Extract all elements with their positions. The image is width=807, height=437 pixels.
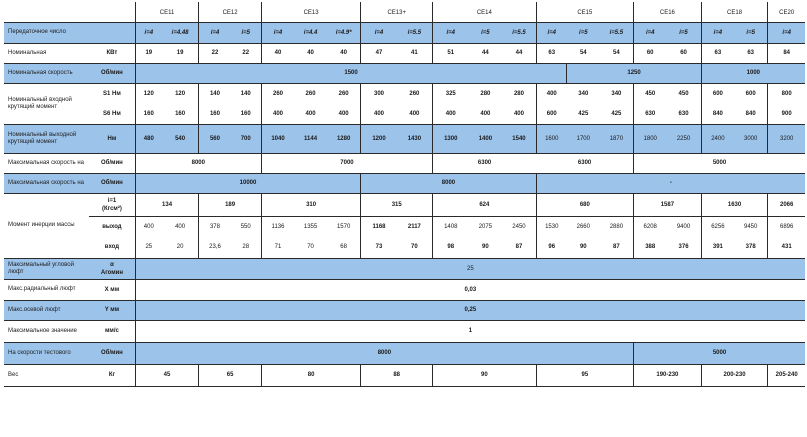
cell: 400: [305, 111, 316, 118]
input-torque-s1-row: [4, 83, 805, 105]
unit-cell: мм/с: [104, 328, 119, 334]
row-label: На скорости тестового: [4, 342, 89, 364]
cell: 205-240: [768, 364, 805, 386]
cell: 140: [240, 91, 251, 98]
cell: i=4.4: [294, 22, 327, 43]
cell: 2450: [512, 223, 526, 230]
cell: 40: [307, 50, 314, 56]
model-header: CE18: [701, 2, 768, 22]
cell: 400: [536, 83, 567, 105]
cell: 8000: [361, 173, 536, 193]
model-header: CE13: [261, 2, 360, 22]
cell: 1870: [600, 124, 634, 153]
unit-cell: Об/мин: [89, 63, 135, 83]
cell: 25: [135, 237, 162, 258]
model-header: CE14: [433, 2, 537, 22]
row-label: Максимальная скорость на: [8, 159, 84, 166]
cell: 10000: [135, 173, 361, 193]
cell: 550: [240, 223, 251, 230]
cell: 400: [135, 216, 162, 237]
cell: 388: [634, 237, 667, 258]
cell: i=5: [567, 22, 600, 43]
cell: 87: [613, 244, 620, 251]
cell: 2880: [609, 223, 624, 230]
test-speed-row: [4, 342, 805, 364]
row-label: Макс.радиальный люфт: [8, 286, 76, 292]
cell: 28: [242, 244, 250, 251]
cell: i=4: [199, 22, 231, 43]
inertia-input-row: [4, 237, 805, 258]
cell: 95: [536, 364, 633, 386]
cell: 6208: [634, 216, 667, 237]
cell: 7000: [261, 153, 432, 173]
cell: 60: [634, 43, 667, 63]
unit-cell: Y мм: [89, 300, 135, 320]
cell: 1400: [468, 124, 502, 153]
unit-cell: Об/мин: [101, 160, 123, 166]
cell: 400: [480, 111, 491, 118]
cell: 2066: [768, 193, 805, 216]
model-header: CE11: [135, 2, 199, 22]
cell: 0,03: [135, 279, 805, 300]
cell: 200-230: [701, 364, 768, 386]
cell: 260: [409, 91, 420, 98]
cell: 378: [745, 244, 756, 251]
cell: 400: [261, 105, 294, 124]
cell: 315: [361, 193, 433, 216]
cell: 90: [482, 244, 489, 251]
unit-cell: S1 Нм: [103, 91, 121, 98]
unit-cell: X мм: [104, 286, 120, 293]
ratio-row: [4, 22, 805, 43]
cell: 450: [678, 91, 689, 98]
unit-cell: Об/мин: [89, 342, 135, 364]
cell: 900: [768, 105, 805, 124]
cell: 160: [135, 105, 162, 124]
cell: 400: [175, 223, 186, 230]
cell: 630: [634, 105, 667, 124]
cell: 1300: [433, 124, 469, 153]
angular-backlash-row: [4, 258, 805, 279]
cell: 800: [768, 83, 805, 105]
unit-i1: i=1: [107, 197, 117, 204]
model-header: CE16: [634, 2, 702, 22]
header-row: [4, 2, 805, 22]
unit-cell: вход: [104, 244, 120, 251]
cell: 600: [745, 91, 756, 98]
cell: i=4: [768, 22, 805, 43]
cell: 1500: [135, 63, 567, 83]
cell: 51: [433, 43, 469, 63]
cell: i=4: [701, 22, 734, 43]
cell: 2660: [576, 223, 590, 230]
cell: i=4: [433, 22, 469, 43]
cell: 0,25: [135, 300, 805, 320]
cell: 540: [162, 124, 199, 153]
row-label: Максимальное значение: [8, 327, 77, 334]
cell: 1040: [261, 124, 294, 153]
unit-cell: [89, 258, 135, 279]
cell: i=5.5: [600, 22, 634, 43]
cell: 560: [199, 124, 231, 153]
cell: 22: [199, 43, 231, 63]
cell: 2250: [666, 124, 701, 153]
specifications-table: [4, 2, 805, 387]
cell: 9450: [744, 223, 758, 230]
cell: i=4: [536, 22, 567, 43]
cell: 44: [482, 50, 489, 56]
row-label: Передаточное число: [4, 22, 135, 43]
cell: 20: [176, 244, 184, 251]
model-header: CE20: [768, 2, 805, 22]
cell: 6256: [701, 216, 734, 237]
cell: 1136: [261, 216, 294, 237]
cell: 25: [135, 258, 805, 279]
cell: i=4: [634, 22, 667, 43]
row-label: Макс.осевой люфт: [4, 300, 89, 320]
cell: 60: [680, 50, 687, 56]
cell: 1530: [536, 216, 567, 237]
cell: 87: [515, 244, 523, 251]
cell: 70: [411, 244, 418, 251]
cell: 71: [261, 237, 294, 258]
cell: 6300: [577, 160, 592, 166]
cell: 378: [199, 216, 231, 237]
cell: i=5: [231, 22, 262, 43]
cell: 98: [433, 237, 469, 258]
max-value-row: [4, 320, 805, 342]
cell: 840: [701, 105, 734, 124]
cell: 44: [515, 50, 523, 56]
cell: 400: [433, 105, 469, 124]
inertia-i1-row: [4, 193, 805, 216]
cell: 300: [361, 83, 397, 105]
cell: 65: [199, 364, 262, 386]
cell: i=4: [261, 22, 294, 43]
cell: 340: [578, 91, 589, 98]
cell: 19: [176, 50, 184, 56]
cell: i=5.5: [502, 22, 536, 43]
weight-row: [4, 364, 805, 386]
cell: 19: [135, 43, 162, 63]
unit-kgcm2: (Кгсм²): [101, 205, 122, 212]
cell: 450: [634, 83, 667, 105]
cell: 3000: [734, 124, 768, 153]
cell: 1280: [327, 124, 361, 153]
cell: 5000: [634, 342, 805, 364]
cell: 1540: [502, 124, 536, 153]
cell: 325: [433, 83, 469, 105]
cell: 680: [536, 193, 633, 216]
radial-play-row: [4, 279, 805, 300]
cell: 70: [307, 244, 314, 251]
cell: 1144: [294, 124, 327, 153]
cell: 134: [135, 193, 199, 216]
cell: i=5.5: [397, 22, 433, 43]
max-speed-2-row: [4, 173, 805, 193]
cell: 8000: [135, 153, 261, 173]
row-label: Номинальный выходной крутящий момент: [4, 124, 89, 153]
max-speed-row: [4, 153, 805, 173]
unit-cell: Об/мин: [89, 173, 135, 193]
cell: 6300: [433, 153, 537, 173]
cell: 1408: [433, 216, 469, 237]
cell: 376: [678, 244, 689, 251]
cell: 84: [768, 43, 805, 63]
cell: 1600: [536, 124, 567, 153]
cell: 1800: [634, 124, 667, 153]
cell: 63: [747, 50, 755, 56]
cell: 80: [261, 364, 360, 386]
cell: 160: [199, 105, 231, 124]
cell: 425: [611, 111, 622, 118]
cell: 700: [231, 124, 262, 153]
cell: 1168: [361, 216, 397, 237]
cell: 1250: [567, 63, 701, 83]
cell: 840: [745, 111, 756, 118]
cell: 280: [480, 91, 491, 98]
cell: -: [536, 173, 805, 193]
cell: 54: [579, 50, 587, 56]
output-torque-row: [4, 124, 805, 153]
cell: 68: [340, 244, 347, 251]
model-header: CE15: [536, 2, 633, 22]
cell: 40: [340, 50, 347, 56]
input-torque-s6-row: [4, 105, 805, 124]
unit-alpha: α: [110, 261, 114, 268]
cell: 190-230: [634, 364, 702, 386]
cell: 1700: [567, 124, 600, 153]
cell: 2117: [407, 223, 421, 230]
cell: 1355: [303, 223, 318, 230]
cell: 400: [338, 111, 349, 118]
cell: 22: [242, 50, 250, 56]
cell: 1570: [336, 223, 351, 230]
cell: 480: [135, 124, 162, 153]
cell: 1630: [701, 193, 768, 216]
row-label: Номинальная: [8, 49, 47, 56]
cell: 2400: [701, 124, 734, 153]
cell: 1587: [634, 193, 702, 216]
cell: 88: [361, 364, 433, 386]
cell: 41: [411, 50, 418, 56]
cell: i=4.48: [162, 22, 199, 43]
cell: 5000: [634, 153, 805, 173]
cell: 3200: [768, 124, 805, 153]
unit-cell: S6 Нм: [103, 111, 121, 118]
cell: 1430: [397, 124, 433, 153]
cell: 73: [361, 237, 397, 258]
cell: 63: [701, 43, 734, 63]
inertia-output-row: [4, 216, 805, 237]
cell: 160: [175, 111, 186, 118]
cell: i=4: [361, 22, 397, 43]
cell: 140: [199, 83, 231, 105]
cell: 120: [175, 91, 186, 98]
unit-arcmin: Агомин: [100, 269, 123, 276]
cell: i=5: [734, 22, 768, 43]
cell: 54: [613, 50, 620, 56]
cell: 23,6: [199, 237, 231, 258]
cell: 8000: [135, 342, 633, 364]
cell: 6896: [768, 216, 805, 237]
cell: 47: [361, 43, 397, 63]
cell: 96: [536, 237, 567, 258]
cell: 310: [261, 193, 360, 216]
row-label: Номинальная скорость: [4, 63, 89, 83]
cell: 9400: [676, 223, 691, 230]
cell: 90: [433, 364, 537, 386]
cell: 2075: [478, 223, 493, 230]
unit-cell: [89, 193, 135, 216]
cell: 431: [768, 237, 805, 258]
axial-play-row: [4, 300, 805, 320]
unit-cell: Кг: [108, 372, 115, 378]
cell: 630: [678, 111, 689, 118]
cell: 160: [240, 111, 251, 118]
row-label: Момент инерции массы: [4, 193, 89, 258]
cell: 1200: [361, 124, 397, 153]
nominal-power-row: [4, 43, 805, 63]
cell: 400: [361, 105, 397, 124]
row-label: Номинальный входной крутящий момент: [4, 83, 89, 124]
cell: i=4.9*: [327, 22, 361, 43]
cell: 90: [579, 244, 587, 251]
row-label: Максимальный угловой люфт: [4, 258, 89, 279]
cell: 260: [261, 83, 294, 105]
cell: 260: [338, 91, 349, 98]
model-header: CE13+: [361, 2, 433, 22]
cell: 425: [578, 111, 589, 118]
cell: 391: [701, 237, 734, 258]
model-header: CE12: [199, 2, 262, 22]
cell: i=5: [666, 22, 701, 43]
cell: 1000: [701, 63, 805, 83]
cell: 189: [199, 193, 262, 216]
cell: 260: [305, 91, 316, 98]
cell: 400: [513, 111, 524, 118]
cell: 63: [536, 43, 567, 63]
cell: i=4: [135, 22, 162, 43]
unit-cell: выход: [102, 223, 122, 230]
cell: 600: [536, 105, 567, 124]
cell: 600: [701, 83, 734, 105]
unit-cell: КВт: [106, 50, 118, 56]
cell: 280: [513, 91, 524, 98]
cell: 45: [135, 364, 199, 386]
nominal-speed-row: [4, 63, 805, 83]
cell: 624: [433, 193, 537, 216]
cell: 120: [135, 83, 162, 105]
cell: 40: [261, 43, 294, 63]
cell: 400: [409, 111, 420, 118]
unit-cell: Нм: [89, 124, 135, 153]
row-label: Вес: [8, 371, 19, 378]
cell: i=5: [468, 22, 502, 43]
cell: 340: [611, 91, 622, 98]
cell: 1: [135, 320, 805, 342]
row-label: Максимальная скорость на: [4, 173, 89, 193]
